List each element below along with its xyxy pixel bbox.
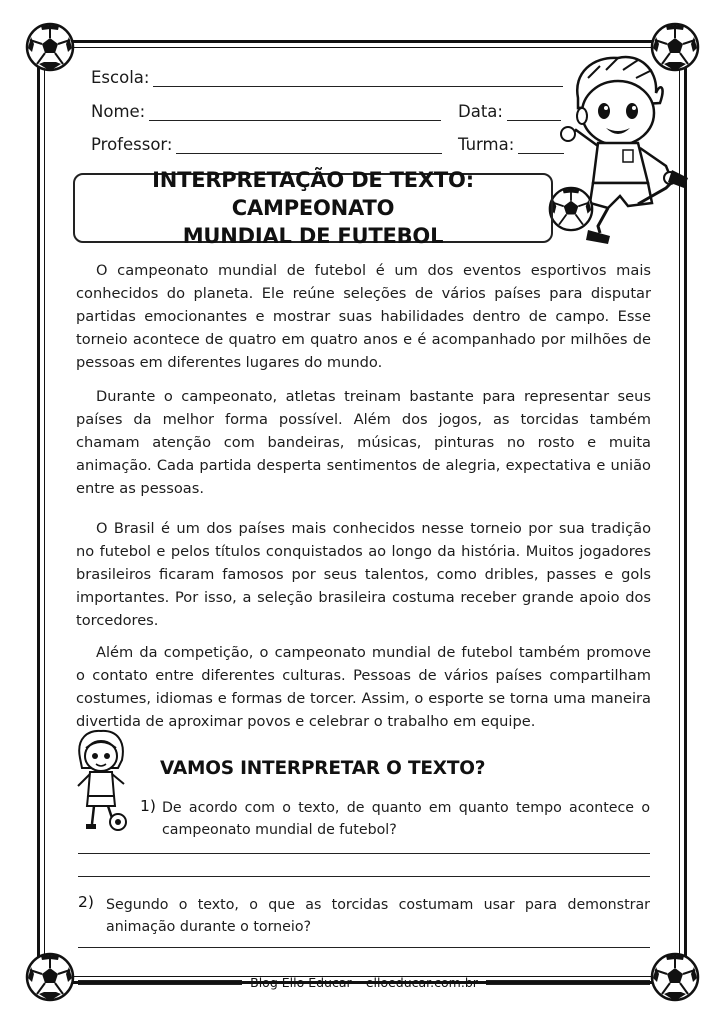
paragraph-2: Durante o campeonato, atletas treinam bastante para representar seus países da melhor forma possível. Além dos jogos, as torcidas também chamam atenção com bandeiras, músicas, pinturas no rosto e muita animação. Cada partida desperta sentimentos de alegria, expectativa e união entre as pessoas.: [76, 388, 651, 497]
teacher-input-line[interactable]: [176, 135, 442, 154]
question-1-text: De acordo com o texto, de quanto em quanto tempo acontece o campeonato mundial de futebol?: [162, 800, 650, 838]
soccer-ball-icon: [25, 952, 75, 1002]
date-label: Data:: [458, 102, 503, 121]
page-title: [75, 166, 551, 250]
footer: [78, 972, 650, 992]
school-label: Escola:: [91, 68, 150, 87]
title-line-2: MUNDIAL DE FUTEBOL: [182, 224, 444, 248]
teacher-label: Professor:: [91, 135, 173, 154]
answer-line[interactable]: [78, 947, 650, 948]
date-field: [458, 102, 561, 121]
footer-rule-right: [486, 980, 650, 985]
footer-rule-left: [78, 980, 242, 985]
name-field: [91, 102, 441, 121]
class-label: Turma:: [458, 135, 515, 154]
section-title: VAMOS INTERPRETAR O TEXTO?: [160, 758, 486, 779]
name-label: Nome:: [91, 102, 146, 121]
title-box: [73, 168, 553, 248]
teacher-field: [91, 135, 442, 154]
answer-line[interactable]: [78, 876, 650, 877]
school-field: [91, 68, 563, 87]
footer-text: Blog Ello Educar – elloeducar.com.br: [250, 974, 478, 990]
school-input-line[interactable]: [153, 68, 563, 87]
girl-soccer-player-illustration: [68, 728, 134, 834]
paragraph-3: O Brasil é um dos países mais conhecidos nesse torneio por sua tradição no futebol e pelos títulos conquistados ao longo da história. Muitos jogadores brasileiros ficaram famosos por seus talentos, como dribles, passes e gols importantes. Por isso, a seleção brasileira costuma receber grande apoio dos torcedores.: [76, 520, 651, 629]
question-1-number: 1): [140, 797, 156, 815]
answer-line[interactable]: [78, 853, 650, 854]
soccer-ball-icon: [548, 186, 594, 232]
soccer-ball-icon: [25, 22, 75, 72]
question-2-number: 2): [78, 893, 94, 911]
question-2-text: Segundo o texto, o que as torcidas costumam usar para demonstrar animação durante o torneio?: [106, 897, 650, 935]
paragraph-4: Além da competição, o campeonato mundial de futebol também promove o contato entre diferentes culturas. Pessoas de vários países compartilham costumes, idiomas e formas de torcer. Assim, o esporte se torna uma maneira divertida de aproximar povos e celebrar o trabalho em equipe.: [76, 644, 651, 730]
paragraph-1: O campeonato mundial de futebol é um dos eventos esportivos mais conhecidos do planeta. Ele reúne seleções de vários países para disputar partidas emocionantes e mostrar suas habilidades dentro de campo. Esse torneio acontece de quatro em quatro anos e é acompanhado por milhões de pessoas em diferentes lugares do mundo.: [76, 262, 651, 371]
title-line-1: INTERPRETAÇÃO DE TEXTO: CAMPEONATO: [152, 168, 474, 220]
name-input-line[interactable]: [149, 102, 441, 121]
soccer-ball-icon: [650, 952, 700, 1002]
